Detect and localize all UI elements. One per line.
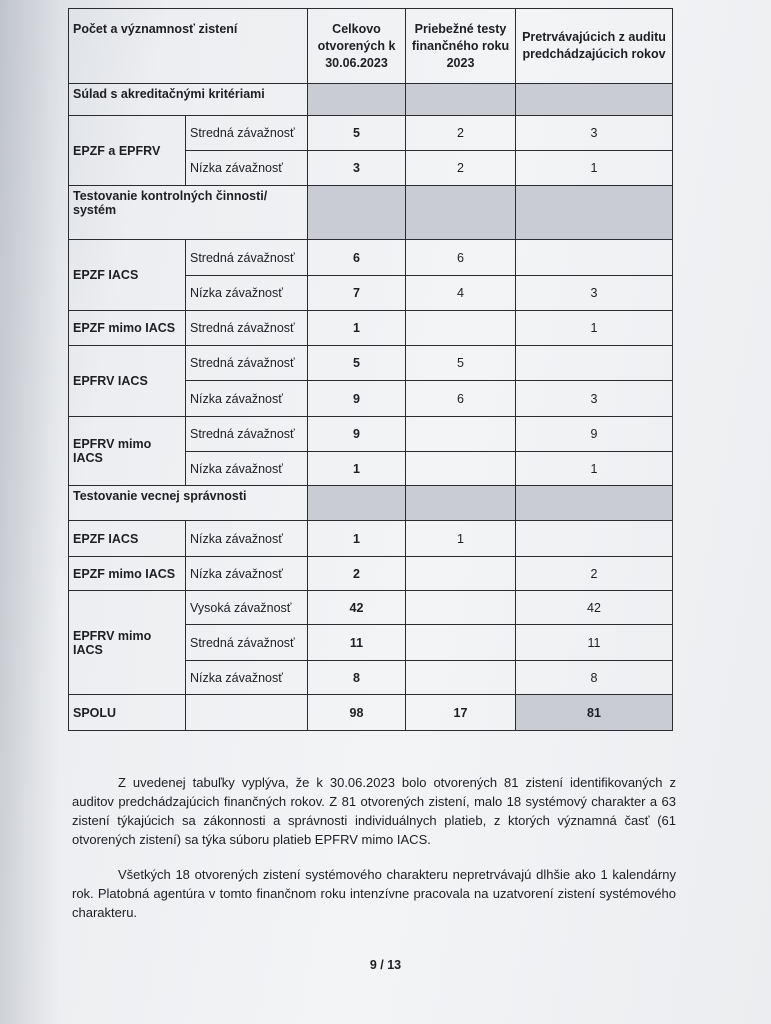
persisting-cell: 1 xyxy=(516,452,673,486)
severity-cell: Stredná závažnosť xyxy=(186,417,308,452)
severity-cell: Vysoká závažnosť xyxy=(186,591,308,625)
current-cell: 4 xyxy=(406,276,516,311)
current-cell xyxy=(406,452,516,486)
current-cell xyxy=(406,557,516,591)
total-cell: 42 xyxy=(308,591,406,625)
total-cell: 11 xyxy=(308,625,406,661)
table-row xyxy=(69,116,673,151)
table-row xyxy=(69,521,673,557)
section-row xyxy=(69,486,673,521)
severity-cell: Nízka závažnosť xyxy=(186,661,308,695)
table-row xyxy=(69,311,673,346)
header-total-open: Celkovo otvorených k 30.06.2023 xyxy=(308,9,406,84)
severity-cell: Nízka závažnosť xyxy=(186,452,308,486)
total-cell: 98 xyxy=(308,695,406,731)
persisting-cell xyxy=(516,346,673,381)
total-row xyxy=(69,695,673,731)
total-cell: 7 xyxy=(308,276,406,311)
table-row xyxy=(69,417,673,452)
table-row xyxy=(69,240,673,276)
total-cell: 9 xyxy=(308,381,406,417)
persisting-cell: 42 xyxy=(516,591,673,625)
persisting-cell: 2 xyxy=(516,557,673,591)
total-cell: 5 xyxy=(308,116,406,151)
entity-label: EPZF a EPFRV xyxy=(69,116,186,186)
table-row xyxy=(69,591,673,625)
total-cell: 6 xyxy=(308,240,406,276)
entity-label: EPZF IACS xyxy=(69,240,186,311)
persisting-cell: 1 xyxy=(516,151,673,186)
summary-paragraph-1 xyxy=(72,773,676,849)
severity-cell: Nízka závažnosť xyxy=(186,276,308,311)
current-cell xyxy=(406,591,516,625)
total-cell: 1 xyxy=(308,521,406,557)
entity-label: EPFRV IACS xyxy=(69,346,186,417)
table-row xyxy=(69,557,673,591)
current-cell: 5 xyxy=(406,346,516,381)
section-label: Testovanie kontrolných činnosti/ systém xyxy=(69,186,308,240)
section-row xyxy=(69,186,673,240)
persisting-cell: 81 xyxy=(516,695,673,731)
summary-paragraph-2 xyxy=(72,865,676,922)
total-cell: 1 xyxy=(308,311,406,346)
section-label: Súlad s akreditačnými kritériami xyxy=(69,84,308,116)
current-cell: 2 xyxy=(406,116,516,151)
entity-label: EPZF IACS xyxy=(69,521,186,557)
severity-cell: Nízka závažnosť xyxy=(186,557,308,591)
current-cell xyxy=(406,661,516,695)
header-persisting: Pretrvávajúcich z auditu predchádzajúcich rokov xyxy=(516,9,673,84)
persisting-cell: 3 xyxy=(516,381,673,417)
total-cell: 9 xyxy=(308,417,406,452)
persisting-cell xyxy=(516,240,673,276)
current-cell: 1 xyxy=(406,521,516,557)
entity-label: EPZF mimo IACS xyxy=(69,557,186,591)
severity-cell: Nízka závažnosť xyxy=(186,521,308,557)
current-cell xyxy=(406,417,516,452)
section-label: Testovanie vecnej správnosti xyxy=(69,486,308,521)
page-number: 9 / 13 xyxy=(369,958,402,972)
section-row xyxy=(69,84,673,116)
current-cell: 2 xyxy=(406,151,516,186)
total-cell: 3 xyxy=(308,151,406,186)
persisting-cell xyxy=(516,521,673,557)
severity-cell: Stredná závažnosť xyxy=(186,116,308,151)
paragraph-text: Z uvedenej tabuľky vyplýva, že k 30.06.2023 bolo otvorených 81 zistení identifikovaných z auditov predchádzajúcich finančných rokov. Z 81 otvorených zistení, malo 18 systémový charakter a 63 zistení týkajúcich sa zákonnosti a správnosti individuálnych platieb, z ktorých významná časť (61 otvorených zistení) sa týka súboru platieb EPFRV mimo IACS. xyxy=(72,775,676,847)
severity-cell: Stredná závažnosť xyxy=(186,311,308,346)
current-cell: 6 xyxy=(406,381,516,417)
severity-cell: Stredná závažnosť xyxy=(186,625,308,661)
persisting-cell: 9 xyxy=(516,417,673,452)
total-cell: 2 xyxy=(308,557,406,591)
persisting-cell: 11 xyxy=(516,625,673,661)
severity-cell: Nízka závažnosť xyxy=(186,151,308,186)
severity-cell: Stredná závažnosť xyxy=(186,346,308,381)
paragraph-text: Všetkých 18 otvorených zistení systémového charakteru nepretrvávajú dlhšie ako 1 kalendárny rok. Platobná agentúra v tomto finančnom roku intenzívne pracovala na uzatvorení zistení systémového charakteru. xyxy=(72,867,676,920)
findings-table xyxy=(68,8,673,731)
header-count-significance: Počet a významnosť zistení xyxy=(69,9,308,84)
table-header-row xyxy=(69,9,673,84)
entity-label: EPFRV mimo IACS xyxy=(69,417,186,486)
persisting-cell: 3 xyxy=(516,116,673,151)
total-cell: 5 xyxy=(308,346,406,381)
current-cell: 6 xyxy=(406,240,516,276)
header-current-tests: Priebežné testy finančného roku 2023 xyxy=(406,9,516,84)
page-edge-shadow xyxy=(0,0,60,1024)
table-row xyxy=(69,346,673,381)
total-cell: 8 xyxy=(308,661,406,695)
total-label: SPOLU xyxy=(69,695,186,731)
severity-cell: Nízka závažnosť xyxy=(186,381,308,417)
persisting-cell: 3 xyxy=(516,276,673,311)
persisting-cell: 1 xyxy=(516,311,673,346)
total-cell: 1 xyxy=(308,452,406,486)
current-cell xyxy=(406,625,516,661)
current-cell xyxy=(406,311,516,346)
entity-label: EPFRV mimo IACS xyxy=(69,591,186,695)
severity-cell: Stredná závažnosť xyxy=(186,240,308,276)
persisting-cell: 8 xyxy=(516,661,673,695)
current-cell: 17 xyxy=(406,695,516,731)
entity-label: EPZF mimo IACS xyxy=(69,311,186,346)
